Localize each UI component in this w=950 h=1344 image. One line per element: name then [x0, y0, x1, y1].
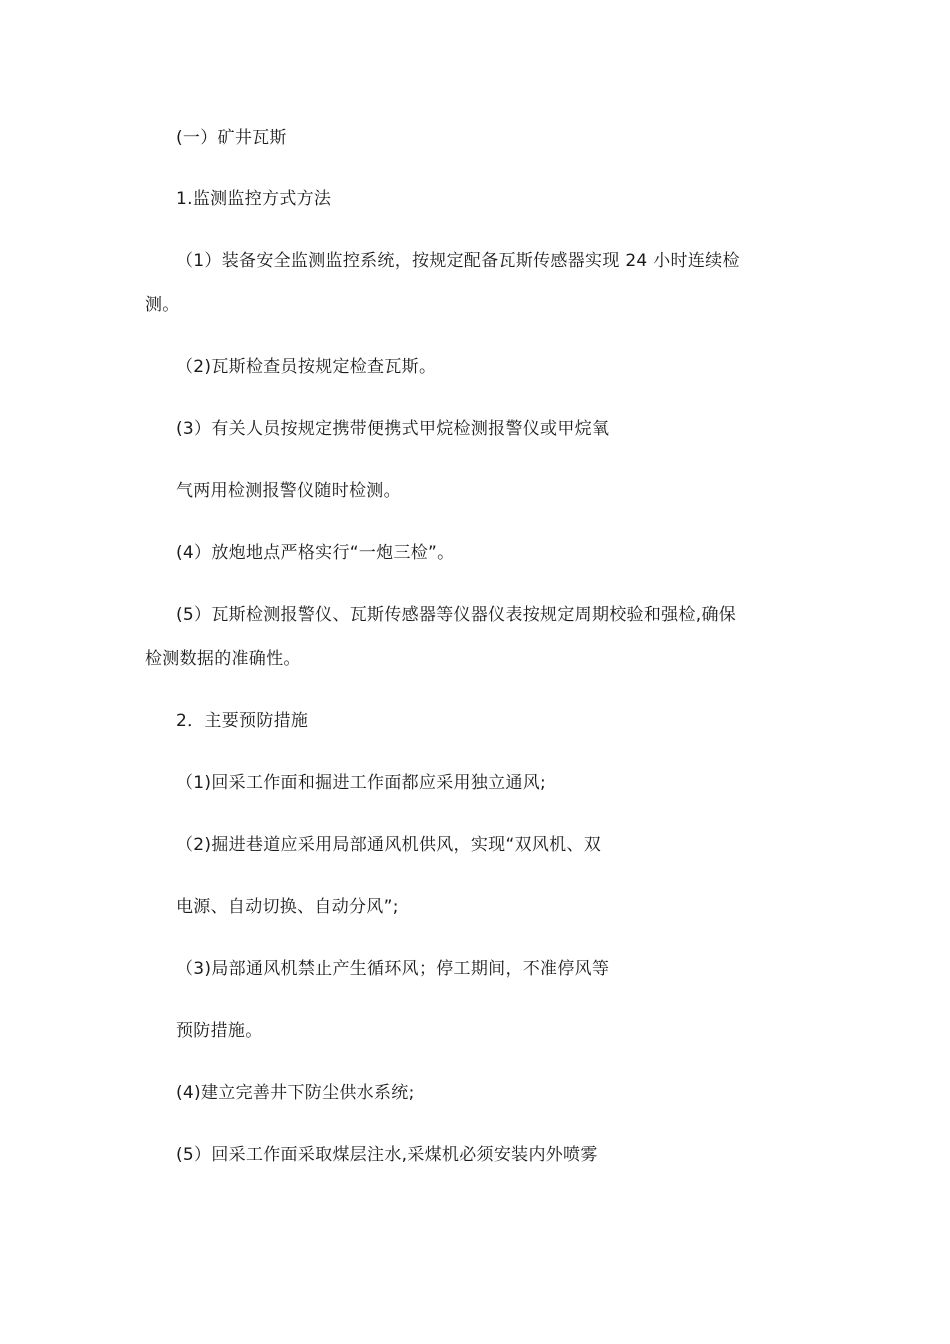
- paragraph-line: （1)回采工作面和掘进工作面都应采用独立通风;: [176, 773, 547, 793]
- paragraph-line: 气两用检测报警仪随时检测。: [176, 481, 401, 501]
- section-heading: (一）矿井瓦斯: [176, 128, 287, 148]
- section-title: 2．主要预防措施: [176, 711, 309, 731]
- paragraph-line: (5）瓦斯检测报警仪、瓦斯传感器等仪器仪表按规定周期校验和强检,确保: [176, 605, 737, 625]
- paragraph-line: （2)瓦斯检查员按规定检查瓦斯。: [176, 357, 437, 377]
- paragraph-line: 电源、自动切换、自动分风”;: [176, 897, 399, 917]
- paragraph-line: （2)掘进巷道应采用局部通风机供风，实现“双风机、双: [176, 835, 602, 855]
- paragraph-line: 检测数据的准确性。: [145, 649, 301, 669]
- paragraph-line: 预防措施。: [176, 1021, 263, 1041]
- paragraph-line: (4)建立完善井下防尘供水系统;: [176, 1083, 415, 1103]
- paragraph-line: (4）放炮地点严格实行“一炮三检”。: [176, 543, 455, 563]
- paragraph-line: (5）回采工作面采取煤层注水,采煤机必须安装内外喷雾: [176, 1145, 598, 1165]
- paragraph-line: (3）有关人员按规定携带便携式甲烷检测报警仪或甲烷氧: [176, 419, 610, 439]
- paragraph-line: （3)局部通风机禁止产生循环风；停工期间，不准停风等: [176, 959, 610, 979]
- paragraph-line: 测。: [145, 295, 180, 315]
- section-title: 1.监测监控方式方法: [176, 189, 332, 209]
- paragraph-line: （1）装备安全监测监控系统，按规定配备瓦斯传感器实现 24 小时连续检: [176, 251, 740, 271]
